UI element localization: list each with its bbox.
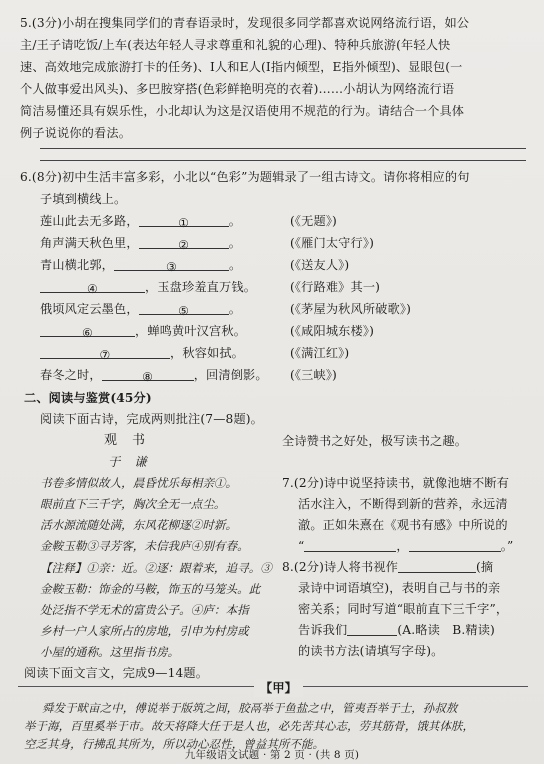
annotation-1: 全诗赞书之好处，极写读书之趣。 bbox=[282, 434, 468, 448]
q7-comma: ， bbox=[396, 539, 409, 553]
q8-line-5: 的读书方法(请填写字母)。 bbox=[298, 644, 444, 658]
q6-blank-7-num: ⑦ bbox=[99, 348, 111, 362]
poem-note-2: 金鞍玉勒：饰金的马鞍，饰玉的马笼头。此 bbox=[40, 582, 261, 596]
poem-note-4: 乡村一户人家所占的房地，引申为村房或 bbox=[40, 624, 249, 638]
q8-blank-1[interactable] bbox=[398, 560, 476, 573]
q7-line-2: 活水注入，不断得到新的营养，永远清 bbox=[298, 497, 508, 511]
q6-row-8 bbox=[40, 366, 268, 384]
q5-line-1: 5.(3分)小胡在搜集同学们的青春语录时，发现很多同学都喜欢说网络流行语，如公 bbox=[20, 16, 470, 30]
section-2-title: 二、阅读与鉴赏(45分) bbox=[24, 391, 152, 405]
q5-answer-line-1[interactable] bbox=[40, 148, 526, 149]
q6-row-3-right: 。 bbox=[229, 258, 242, 272]
q6-row-2-left: 角声满天秋色里， bbox=[40, 236, 139, 250]
q6-row-2-right: 。 bbox=[228, 236, 242, 250]
q6-blank-4-num: ④ bbox=[86, 282, 99, 296]
q7-answer-row bbox=[298, 537, 513, 555]
q7-blank-2[interactable] bbox=[409, 539, 501, 552]
poem-line-3: 活水源流随处满，东风花柳逐②时新。 bbox=[40, 518, 238, 532]
q6-row-7 bbox=[40, 344, 244, 362]
q7-close-quote: 。” bbox=[500, 539, 514, 553]
q8-text-1: 8.(2分)诗人将书视作 bbox=[282, 560, 399, 574]
q6-row-5 bbox=[40, 300, 241, 318]
q7-open-quote: “ bbox=[298, 539, 305, 553]
q6-intro-1: 6.(8分)初中生活丰富多彩，小北以“色彩”为题辑录了一组古诗文。请你将相应的句 bbox=[20, 170, 470, 184]
q6-blank-1[interactable] bbox=[139, 214, 229, 230]
q6-row-4-source: (《行路难》其一) bbox=[290, 280, 381, 294]
poem-line-1: 书卷多情似故人，晨昏忧乐每相亲①。 bbox=[40, 476, 238, 490]
q6-blank-4[interactable] bbox=[40, 280, 145, 296]
q6-row-5-source: (《茅屋为秋风所破歌》) bbox=[290, 302, 411, 316]
poem-note-5: 小屋的通称。这里指书房。 bbox=[40, 645, 180, 659]
prose-heading: 【甲】 bbox=[254, 679, 303, 697]
q7-line-3: 澈。正如朱熹在《观书有感》中所说的 bbox=[298, 518, 508, 532]
q6-row-6-source: (《咸阳城东楼》) bbox=[290, 324, 374, 338]
q6-blank-2-num: ② bbox=[178, 238, 190, 252]
q6-blank-3-num: ③ bbox=[165, 260, 178, 274]
q6-intro-2: 子填到横线上。 bbox=[40, 192, 127, 206]
q5-answer-line-2[interactable] bbox=[40, 160, 526, 161]
q5-line-6: 例子说说你的看法。 bbox=[20, 126, 132, 140]
q6-row-1 bbox=[40, 212, 241, 230]
q6-row-6 bbox=[40, 322, 246, 340]
q6-row-8-source: (《三峡》) bbox=[290, 368, 337, 382]
q6-blank-1-num: ① bbox=[178, 216, 190, 230]
q6-row-8-left: 春冬之时， bbox=[40, 368, 102, 382]
q7-line-1: 7.(2分)诗中说坚持读书，就像池塘不断有 bbox=[282, 476, 510, 490]
q6-row-3-left: 青山横北郭， bbox=[40, 258, 115, 272]
q6-blank-7[interactable] bbox=[40, 346, 170, 362]
prose-line-3: 空乏其身，行拂乱其所为，所以动心忍性，曾益其所不能。 bbox=[24, 737, 325, 751]
prose-line-1: 舜发于畎亩之中，傅说举于版筑之间，胶鬲举于鱼盐之中，管夷吾举于士，孙叔敖 bbox=[42, 701, 458, 715]
q6-row-5-right: 。 bbox=[228, 302, 242, 316]
q6-row-7-right: ，秋容如拭。 bbox=[170, 346, 245, 360]
poem-note-3: 处泛指不学无术的富贵公子。④庐：本指 bbox=[40, 603, 249, 617]
poem-note-1: 【注释】①亲：近。②逐：跟着来，追寻。③ bbox=[40, 561, 272, 575]
q6-row-5-left: 俄顷风定云墨色， bbox=[40, 302, 139, 316]
q6-row-7-source: (《满江红》) bbox=[290, 346, 350, 360]
q6-blank-2[interactable] bbox=[139, 236, 229, 252]
prose-intro: 阅读下面文言文，完成9—14题。 bbox=[24, 666, 209, 680]
q5-line-2: 主/王子请吃饭/上车(表达年轻人寻求尊重和礼貌的心理)、特种兵旅游(年轻人快 bbox=[20, 38, 451, 52]
q6-row-1-right: 。 bbox=[228, 214, 242, 228]
q6-row-3 bbox=[40, 256, 241, 274]
prose-line-2: 举于海，百里奚举于市。故天将降大任于是人也，必先苦其心志，劳其筋骨，饿其体肤， bbox=[24, 719, 475, 733]
q8-options: (A.略读 B.精读) bbox=[397, 623, 495, 637]
q5-line-5: 简洁易懂还具有娱乐性，小北却认为这是汉语使用不规范的行为。请结合一个具体 bbox=[20, 104, 465, 118]
q8-line-2: 录诗中词语填空)，表明自己与书的亲 bbox=[298, 581, 501, 595]
q8-line-4 bbox=[298, 621, 495, 639]
q8-line-1 bbox=[282, 558, 493, 576]
q6-row-8-right: ，回清倒影。 bbox=[193, 368, 268, 382]
poem-line-4: 金鞍玉勒③寻芳客，未信我庐④别有春。 bbox=[40, 539, 249, 553]
q7-blank-1[interactable] bbox=[304, 539, 396, 552]
q6-blank-8-num: ⑧ bbox=[142, 370, 154, 384]
q6-row-2-source: (《雁门太守行》) bbox=[290, 236, 374, 250]
q8-text-3: 告诉我们 bbox=[298, 623, 348, 637]
q6-row-4-right: ，玉盘珍羞直万钱。 bbox=[145, 280, 257, 294]
q6-blank-8[interactable] bbox=[102, 368, 194, 384]
q6-blank-6-num: ⑥ bbox=[81, 326, 94, 340]
section-2-intro: 阅读下面古诗，完成两则批注(7—8题)。 bbox=[40, 412, 264, 426]
q6-row-6-right: ，蝉鸣黄叶汉宫秋。 bbox=[135, 324, 247, 338]
q6-row-2 bbox=[40, 234, 241, 252]
page-footer: 九年级语文试题 · 第 2 页 · (共 8 页) bbox=[184, 749, 360, 761]
q6-blank-5[interactable] bbox=[139, 302, 229, 318]
q6-blank-5-num: ⑤ bbox=[178, 304, 190, 318]
poem-title: 观 书 bbox=[104, 433, 147, 448]
q6-blank-6[interactable] bbox=[40, 324, 135, 340]
poem-author: 于 谦 bbox=[108, 455, 148, 469]
q8-line-3: 密关系；同时写道“眼前直下三千字”， bbox=[298, 602, 509, 616]
q6-row-3-source: (《送友人》) bbox=[290, 258, 350, 272]
q6-row-1-source: (《无题》) bbox=[290, 214, 337, 228]
q6-row-4 bbox=[40, 278, 256, 296]
poem-line-2: 眼前直下三千字，胸次全无一点尘。 bbox=[40, 497, 226, 511]
q8-text-2: (摘 bbox=[476, 560, 494, 574]
q6-row-1-left: 莲山此去无多路， bbox=[40, 214, 139, 228]
q8-blank-2[interactable] bbox=[347, 623, 397, 636]
q5-line-4: 个人做事爱出风头)、多巴胺穿搭(色彩鲜艳明亮的衣着)……小胡认为网络流行语 bbox=[20, 82, 455, 96]
q5-line-3: 速、高效地完成旅游打卡的任务)、I人和E人(I指内倾型，E指外倾型)、显眼包(一 bbox=[20, 60, 463, 74]
q6-blank-3[interactable] bbox=[114, 258, 229, 274]
